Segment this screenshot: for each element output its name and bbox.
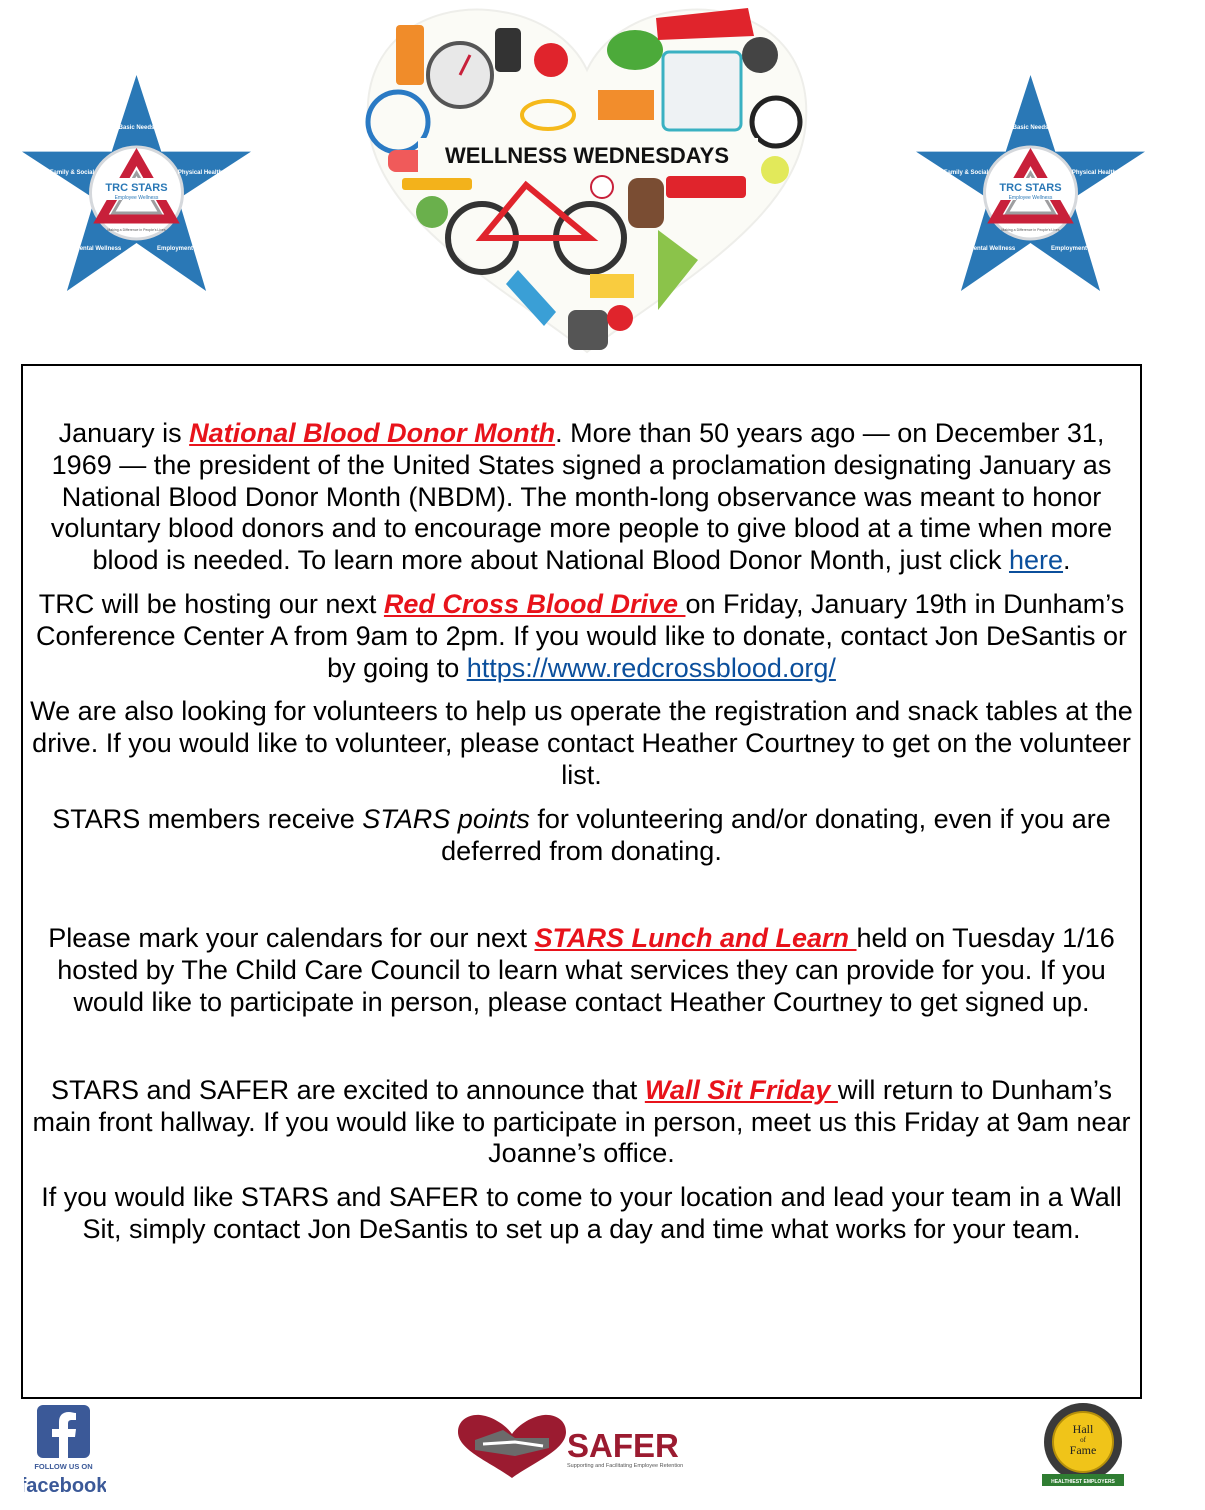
hof-line2: of (1080, 1436, 1086, 1444)
hall-of-fame-badge (1036, 1402, 1132, 1494)
logo-point-label: Employment (1050, 246, 1088, 252)
safer-logo (455, 1412, 710, 1482)
dumbbell-icon (666, 176, 746, 198)
announcement-box (21, 364, 1142, 1399)
follow-us-text: FOLLOW US ON (34, 1462, 93, 1471)
wall-sit-paragraph (29, 1075, 1134, 1170)
logo-point-label: Physical Health (177, 170, 223, 176)
baseball-icon (591, 176, 613, 198)
broccoli-icon (607, 30, 663, 70)
logo-tagline: Making a Difference in People's Lives (107, 228, 166, 232)
banner-title: WELLNESS WEDNESDAYS (444, 143, 730, 168)
text-span: TRC will be hosting our next (38, 588, 384, 619)
facebook-follow-badge[interactable] (24, 1403, 106, 1499)
text-span: Please mark your calendars for our next (48, 923, 535, 954)
blood-drive-paragraph (29, 589, 1134, 684)
stars-lunch-and-learn-highlight: STARS Lunch and Learn (534, 923, 857, 954)
logo-point-label: Employment (156, 246, 194, 252)
mp3-player-icon (495, 28, 521, 72)
logo-point-label: Basic Needs (1012, 125, 1049, 131)
hof-ribbon-text: HEALTHIEST EMPLOYERS (1051, 1479, 1115, 1485)
hof-line1: Hall (1072, 1422, 1094, 1436)
logo-title: TRC STARS (105, 182, 168, 194)
text-span: for volunteering and/or donating, even if you are deferred from donating. (441, 803, 1111, 866)
redcrossblood-link[interactable]: https://www.redcrossblood.org/ (466, 652, 836, 683)
lunch-and-learn-paragraph (29, 923, 1134, 1018)
scale-icon (663, 52, 741, 130)
tomato-icon (607, 305, 633, 331)
national-blood-donor-month-highlight: National Blood Donor Month (189, 418, 556, 448)
logo-point-label: Family & Social (49, 170, 95, 176)
wall-sit-location-paragraph: If you would like STARS and SAFER to come to your location and lead your team in a Wall Sit, simply contact Jon DeSantis to set up a day and time what works for your team. (41, 1182, 1122, 1244)
cheese-icon (590, 274, 634, 298)
text-span: on Friday, January 19th in Dunham’s Conference Center A from 9am to 2pm. If you would like to donate, contact Jon DeSantis or by going to (35, 588, 1128, 683)
red-cross-blood-drive-highlight: Red Cross Blood Drive (383, 588, 686, 619)
blood-donor-month-paragraph (29, 418, 1134, 577)
announcement-content (29, 418, 1134, 1258)
stars-points-emphasis: STARS points (362, 803, 530, 834)
apple-icon (534, 43, 568, 77)
text-span: STARS members receive (52, 803, 363, 834)
logo-point-label: Basic Needs (118, 125, 155, 131)
wellness-heart-banner (358, 0, 816, 355)
measuring-tape-icon (402, 178, 472, 190)
text-span: will return to Dunham’s main front hallway. If you would like to participate in person, meet us this Friday at 9am near Joanne’s office. (32, 1074, 1131, 1169)
facebook-wordmark: facebook (24, 1475, 106, 1497)
smartwatch-icon (742, 37, 778, 73)
artichoke-icon (416, 196, 448, 228)
logo-point-label: Family & Social (943, 170, 989, 176)
text-span: January is (58, 418, 190, 448)
stars-points-paragraph (29, 804, 1134, 868)
hof-line3: Fame (1069, 1443, 1097, 1457)
safer-wordmark: SAFER (567, 1427, 679, 1464)
text-span: . (1063, 545, 1071, 576)
volunteers-paragraph: We are also looking for volunteers to help us operate the registration and snack tables at the drive. If you would like to volunteer, please contact Heather Courtney to get on the volunteer list. (30, 696, 1133, 790)
logo-subtitle: Employee Wellness (114, 195, 159, 201)
juice-carton-icon (396, 25, 424, 85)
kettlebell-icon (568, 310, 608, 350)
logo-subtitle: Employee Wellness (1008, 195, 1053, 201)
wall-sit-friday-highlight: Wall Sit Friday (644, 1074, 838, 1105)
text-span: . More than 50 years ago — on December 31, 1969 — the president of the United States signed a proclamation designating January as National Blood Donor Month (NBDM). The month-long observance was meant to honor voluntary blood donors and to encourage more people to give blood at a time when more blood is needed. To learn more about National Blood Donor Month, just click (50, 418, 1113, 576)
trc-stars-logo-left (20, 73, 253, 295)
alarm-clock-icon (752, 98, 800, 146)
dumbbell-hand-icon (598, 90, 654, 120)
text-span: STARS and SAFER are excited to announce that (50, 1074, 645, 1105)
logo-point-label: Mental Wellness (968, 246, 1016, 252)
here-link[interactable]: here (1008, 545, 1064, 576)
logo-point-label: Mental Wellness (74, 246, 122, 252)
logo-title: TRC STARS (999, 182, 1062, 194)
text-span: held on Tuesday 1/16 hosted by The Child Care Council to learn what services they can provide for you. If you would like to participate in person, please contact Heather Courtney to get signed up. (57, 923, 1115, 1017)
baseball-glove-icon (628, 178, 664, 228)
logo-tagline: Making a Difference in People's Lives (1001, 228, 1060, 232)
trc-stars-logo-right (914, 73, 1147, 295)
logo-point-label: Physical Health (1071, 170, 1117, 176)
tennis-ball-icon (761, 156, 789, 184)
safer-tagline: Supporting and Facilitating Employee Retention (567, 1463, 684, 1469)
